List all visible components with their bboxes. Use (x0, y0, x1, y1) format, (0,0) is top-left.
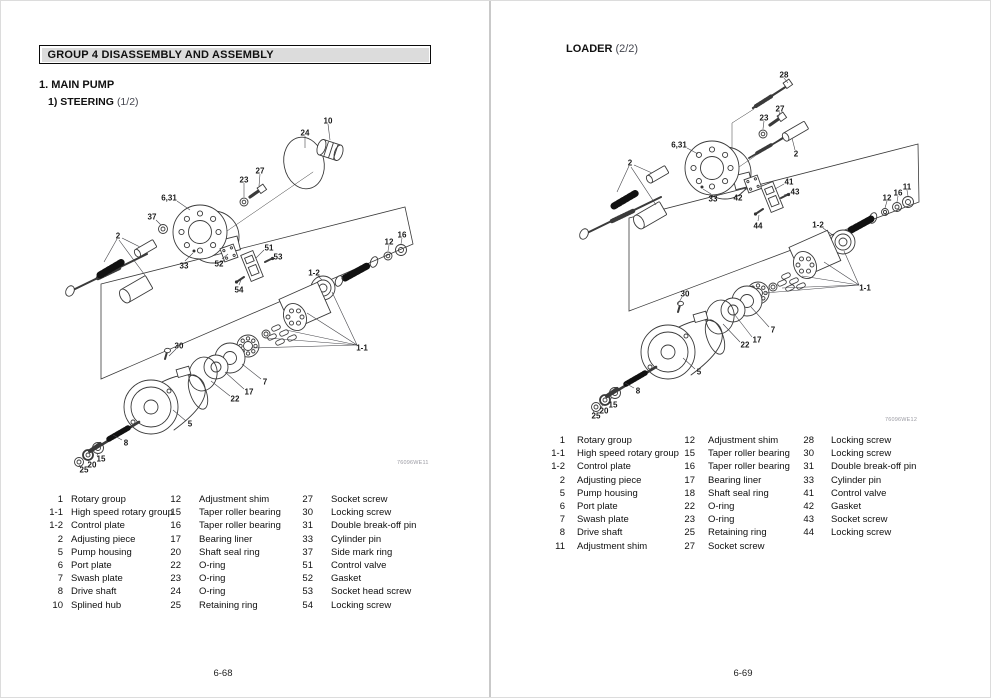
part-row (157, 533, 281, 546)
splined-hub-10 (315, 138, 345, 161)
part-name: Cylinder pin (831, 474, 882, 486)
part-name: Drive shaft (71, 586, 117, 598)
part-row (41, 599, 173, 612)
callout-label: 1-2 (812, 220, 824, 230)
group-header-box (39, 45, 431, 64)
part-row (41, 519, 173, 532)
part-row (673, 487, 790, 500)
part-name: Cylinder pin (331, 533, 382, 545)
part-name: Locking screw (331, 599, 392, 611)
parts-column-3 (791, 434, 916, 540)
callout-label: 6,31 (161, 193, 177, 203)
part-row (289, 559, 416, 572)
part-number: 10 (52, 599, 63, 611)
part-row (545, 434, 679, 447)
locking-screw-54 (235, 277, 244, 284)
part-number: 1 (559, 435, 565, 446)
spring-coil (614, 193, 636, 206)
page-number-left: 6-68 (213, 668, 233, 679)
callout-label: 51 (264, 243, 274, 253)
callout-label: 1-2 (308, 268, 320, 278)
callout-label: 23 (239, 175, 249, 185)
part-number: 1-1 (551, 448, 565, 460)
adjusting-pieces-2 (578, 166, 669, 241)
part-row (791, 460, 916, 473)
callout-label: 17 (752, 335, 762, 345)
callout-label: 37 (147, 212, 157, 222)
callout-layer (592, 71, 912, 421)
callout-leader-line (177, 201, 190, 210)
callout-label: 53 (273, 252, 283, 262)
callout-label: 2 (115, 231, 121, 241)
part-name: Retaining ring (199, 599, 258, 611)
part-name: Rotary group (577, 435, 632, 446)
part-number: 25 (170, 599, 181, 611)
o-ring-23 (240, 198, 248, 206)
callout-label: 30 (680, 289, 690, 299)
part-number: 15 (684, 448, 695, 460)
part-name: Shaft seal ring (708, 487, 769, 499)
part-row (545, 474, 679, 487)
part-row (289, 506, 416, 519)
part-row (545, 500, 679, 513)
callout-label: 24 (300, 128, 310, 138)
part-number: 37 (302, 546, 313, 558)
callout-label: 8 (635, 386, 641, 396)
shaft-seal-ring-20 (83, 450, 93, 460)
part-number: 53 (302, 586, 313, 598)
part-name: Gasket (331, 573, 362, 585)
page-number-right: 6-69 (733, 668, 753, 679)
part-row (673, 540, 790, 553)
callout-leader-line (259, 174, 260, 186)
part-row (41, 572, 173, 585)
callout-label: 22 (230, 394, 240, 404)
part-row (157, 519, 281, 532)
part-name: Locking screw (831, 435, 892, 446)
part-row (545, 540, 679, 553)
callout-label: 8 (123, 438, 129, 448)
callout-label: 33 (708, 194, 718, 204)
part-row (545, 487, 679, 500)
part-name: High speed rotary group (71, 507, 173, 519)
figure-code: 76096WE11 (397, 460, 429, 466)
drive-shaft-8 (607, 367, 656, 396)
part-number: 2 (57, 533, 63, 545)
callout-leader-line (211, 381, 230, 396)
exploded-diagram-loader-pump (549, 61, 981, 436)
part-number: 27 (302, 494, 313, 505)
callout-leader-line (122, 238, 140, 247)
part-name: Taper roller bearing (708, 461, 790, 473)
part-number: 25 (684, 527, 695, 539)
part-name: Socket screw (331, 494, 388, 505)
locking-screw-30 (165, 348, 171, 359)
parts-column-3 (289, 493, 416, 612)
part-name: O-ring (199, 573, 226, 585)
callout-leader-line (256, 250, 264, 258)
part-number: 44 (803, 527, 814, 539)
part-name: Gasket (831, 501, 862, 513)
part-name: Locking screw (831, 527, 892, 539)
o-ring-16 (396, 245, 407, 256)
part-name: High speed rotary group (577, 448, 679, 460)
part-number: 22 (170, 560, 181, 572)
part-name: Pump housing (577, 487, 638, 499)
part-number: 22 (684, 501, 695, 513)
part-number: 2 (559, 474, 565, 486)
part-row (157, 559, 281, 572)
callout-leader-line (723, 324, 740, 342)
callout-label: 11 (902, 182, 912, 192)
part-name: Locking screw (831, 448, 892, 460)
part-name: Double break-off pin (831, 461, 917, 473)
callout-label: 30 (174, 341, 184, 351)
part-name: Control valve (831, 487, 887, 499)
part-name: Taper roller bearing (199, 507, 281, 519)
part-row (673, 434, 790, 447)
part-number: 23 (684, 514, 695, 526)
part-name: Adjusting piece (71, 533, 136, 545)
spring-coil (851, 219, 871, 230)
callout-label: 7 (262, 377, 268, 387)
part-row (791, 526, 916, 539)
part-name: O-ring (708, 514, 735, 526)
part-number: 54 (302, 599, 313, 611)
o-ring-23 (759, 130, 767, 138)
part-row (157, 546, 281, 559)
part-name: O-ring (199, 586, 226, 598)
part-row (673, 474, 790, 487)
part-number: 30 (302, 507, 313, 519)
part-name: Port plate (577, 501, 618, 513)
callout-label: 2 (627, 158, 633, 168)
part-row (157, 506, 281, 519)
callout-label: 28 (779, 70, 789, 80)
part-name: Control plate (71, 520, 125, 532)
side-mark-ring-37 (159, 225, 168, 234)
part-number: 7 (559, 514, 565, 526)
part-number: 1 (57, 494, 63, 505)
part-name: Rotary group (71, 494, 126, 505)
callout-label: 12 (882, 193, 892, 203)
part-row (545, 460, 679, 473)
section-plane-outline (101, 207, 413, 379)
part-number: 1-2 (49, 520, 63, 532)
part-number: 11 (555, 540, 565, 552)
drive-shaft-8 (90, 422, 139, 451)
callout-leader-line (328, 124, 330, 140)
part-number: 17 (684, 474, 695, 486)
part-row (157, 493, 281, 506)
callout-label: 33 (179, 261, 189, 271)
callout-label: 20 (87, 460, 97, 470)
rotary-group-1 (747, 197, 914, 305)
callout-label: 25 (591, 411, 601, 421)
part-number: 17 (170, 533, 181, 545)
callout-label: 10 (323, 116, 333, 126)
part-row (791, 447, 916, 460)
part-number: 12 (684, 435, 695, 446)
part-name: Swash plate (577, 514, 629, 526)
exploded-diagram-steering-pump (36, 109, 466, 479)
part-number: 23 (170, 573, 181, 585)
loader-header-label: LOADER (566, 43, 613, 55)
part-name: Side mark ring (331, 546, 393, 558)
page-divider (489, 1, 491, 698)
callout-label: 6,31 (671, 140, 687, 150)
callout-leader-line (156, 220, 161, 225)
part-number: 18 (684, 487, 695, 499)
callout-label: 42 (733, 193, 743, 203)
part-number: 16 (170, 520, 181, 532)
locking-screw-44 (754, 209, 763, 216)
callout-label: 12 (384, 237, 394, 247)
part-row (791, 487, 916, 500)
part-number: 43 (803, 514, 814, 526)
part-row (791, 474, 916, 487)
callout-label: 15 (608, 400, 618, 410)
part-name: Splined hub (71, 599, 122, 611)
group-header-title: GROUP 4 DISASSEMBLY AND ASSEMBLY (42, 48, 429, 62)
part-number: 5 (57, 546, 63, 558)
callout-leader-line (775, 184, 784, 189)
part-row (673, 513, 790, 526)
callout-leader-line (242, 364, 261, 379)
callout-leader-line (802, 276, 859, 285)
part-name: Socket head screw (331, 586, 412, 598)
part-row (673, 447, 790, 460)
callout-label: 1-1 (859, 283, 871, 293)
part-number: 1-1 (49, 507, 63, 519)
part-number: 33 (302, 533, 313, 545)
part-row (41, 533, 173, 546)
part-name: Adjusting piece (577, 474, 642, 486)
figure-code: 76096WE12 (885, 417, 918, 423)
callout-label: 7 (770, 325, 776, 335)
part-row (157, 585, 281, 598)
part-number: 8 (57, 586, 63, 598)
part-name: Shaft seal ring (199, 546, 260, 558)
part-row (41, 546, 173, 559)
part-row (289, 493, 416, 506)
callout-label: 54 (234, 285, 244, 295)
callout-label: 43 (790, 187, 800, 197)
part-row (41, 585, 173, 598)
part-row (791, 500, 916, 513)
part-number: 12 (170, 494, 181, 505)
callout-leader-line (792, 138, 795, 150)
part-row (545, 513, 679, 526)
part-number: 7 (57, 573, 63, 585)
part-number: 41 (803, 487, 814, 499)
part-number: 33 (803, 474, 814, 486)
part-name: Control plate (577, 461, 631, 473)
callout-leader-line (617, 166, 629, 192)
part-name: Locking screw (331, 507, 392, 519)
part-row (673, 500, 790, 513)
part-row (289, 585, 416, 598)
part-number: 5 (559, 487, 565, 499)
part-name: Drive shaft (577, 527, 623, 539)
callout-label: 52 (214, 259, 224, 269)
callout-label: 41 (784, 177, 794, 187)
part-name: Socket screw (708, 540, 765, 552)
part-row (545, 447, 679, 460)
callout-label: 27 (255, 166, 265, 176)
guide-line (732, 109, 754, 150)
part-name: Adjustment shim (577, 540, 648, 552)
part-number: 8 (559, 527, 565, 539)
part-row (41, 506, 173, 519)
part-name: Retaining ring (708, 527, 767, 539)
part-number: 52 (302, 573, 313, 585)
callout-label: 22 (740, 340, 750, 350)
part-row (791, 434, 916, 447)
part-name: Control valve (331, 560, 387, 572)
callout-leader-line (225, 372, 244, 389)
loader-header (566, 43, 638, 55)
part-name: O-ring (199, 560, 226, 572)
part-name: Swash plate (71, 573, 123, 585)
part-row (289, 572, 416, 585)
loader-header-page-indicator: (2/2) (615, 43, 639, 55)
callout-label: 25 (79, 465, 89, 475)
locking-screw-28 (753, 79, 793, 108)
part-row (673, 460, 790, 473)
subsection-label: 1) STEERING (48, 96, 114, 108)
part-number: 6 (559, 501, 565, 513)
part-number: 28 (803, 435, 814, 446)
callout-leader-line (104, 239, 117, 262)
part-number: 1-2 (551, 461, 565, 473)
callout-label: 15 (96, 454, 106, 464)
part-name: Adjustment shim (708, 435, 779, 446)
part-number: 6 (57, 560, 63, 572)
part-name: Bearing liner (199, 533, 253, 545)
port-plate-6-31 (685, 141, 752, 199)
part-number: 51 (302, 560, 313, 572)
part-row (545, 526, 679, 539)
part-row (289, 546, 416, 559)
part-number: 42 (803, 501, 814, 513)
part-number: 15 (170, 507, 181, 519)
parts-column-2 (157, 493, 281, 612)
part-row (41, 559, 173, 572)
cylinder-pin-33 (701, 186, 704, 189)
callout-label: 16 (893, 188, 903, 198)
callout-label: 2 (793, 149, 799, 159)
part-number: 27 (684, 540, 695, 552)
parts-column-2 (673, 434, 790, 553)
part-name: Pump housing (71, 546, 132, 558)
part-number: 24 (170, 586, 181, 598)
callout-leader-line (251, 345, 357, 348)
part-row (41, 493, 173, 506)
part-number: 31 (302, 520, 313, 532)
part-number: 20 (170, 546, 181, 558)
socket-screw-27 (250, 184, 267, 197)
callout-label: 16 (397, 230, 407, 240)
part-row (289, 519, 416, 532)
part-number: 30 (803, 448, 814, 460)
part-row (157, 599, 281, 612)
callout-label: 17 (244, 387, 254, 397)
part-name: Taper roller bearing (708, 448, 790, 460)
part-row (791, 513, 916, 526)
callout-leader-line (735, 315, 752, 337)
callout-label: 1-1 (356, 343, 368, 353)
callout-label: 44 (753, 221, 763, 231)
part-name: Socket screw (831, 514, 888, 526)
part-name: Bearing liner (708, 474, 762, 486)
part-name: Double break-off pin (331, 520, 417, 532)
part-row (673, 526, 790, 539)
callout-leader-line (634, 165, 652, 173)
part-row (289, 599, 416, 612)
part-name: Port plate (71, 560, 112, 572)
bushing (769, 283, 777, 291)
part-number: 31 (803, 461, 814, 473)
part-row (289, 533, 416, 546)
subsection-title (48, 96, 139, 108)
part-name: Taper roller bearing (199, 520, 281, 532)
callout-leader-line (758, 215, 759, 221)
callout-label: 5 (187, 419, 193, 429)
callout-label: 23 (759, 113, 769, 123)
parts-column-1 (41, 493, 173, 612)
parts-column-1 (545, 434, 679, 553)
section-title: 1. MAIN PUMP (39, 79, 115, 91)
cylinder-pin-33 (193, 250, 196, 253)
rotary-group-1 (234, 245, 407, 358)
part-number: 16 (684, 461, 695, 473)
callout-leader-line (751, 307, 769, 327)
part-name: Adjustment shim (199, 494, 270, 505)
callout-label: 20 (599, 406, 609, 416)
part-name: O-ring (708, 501, 735, 513)
part-row (157, 572, 281, 585)
subsection-page-indicator: (1/2) (116, 96, 139, 108)
callout-label: 5 (696, 367, 702, 377)
callout-label: 27 (775, 104, 785, 114)
